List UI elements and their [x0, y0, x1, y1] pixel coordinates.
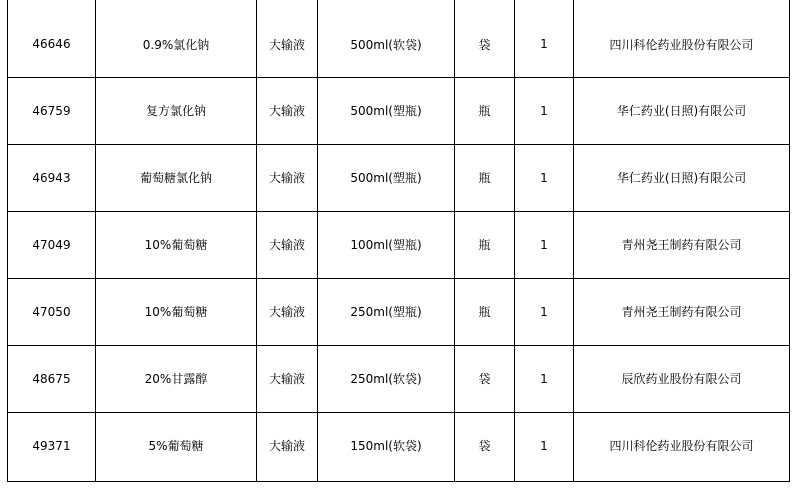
category-cell: 大输液: [257, 77, 318, 144]
quantity-cell: 1: [515, 345, 574, 412]
category-cell: 大输液: [257, 278, 318, 345]
manufacturer-cell: 辰欣药业股份有限公司: [574, 345, 790, 412]
manufacturer-cell: 华仁药业(日照)有限公司: [574, 77, 790, 144]
product-name-cell: 葡萄糖氯化钠: [96, 144, 257, 211]
category-cell: 大输液: [257, 211, 318, 278]
product-name-cell: 0.9%氯化钠: [96, 0, 257, 77]
product-code-cell: 46759: [8, 77, 96, 144]
product-name-cell: 10%葡萄糖: [96, 211, 257, 278]
specification-cell: 100ml(塑瓶): [318, 211, 455, 278]
specification-cell: 250ml(软袋): [318, 345, 455, 412]
manufacturer-cell: 华仁药业(日照)有限公司: [574, 144, 790, 211]
product-code-cell: 46943: [8, 144, 96, 211]
unit-cell: 瓶: [455, 211, 515, 278]
quantity-cell: 1: [515, 412, 574, 481]
quantity-cell: 1: [515, 278, 574, 345]
unit-cell: 瓶: [455, 278, 515, 345]
category-cell: 大输液: [257, 0, 318, 77]
unit-cell: 瓶: [455, 77, 515, 144]
specification-cell: 250ml(塑瓶): [318, 278, 455, 345]
manufacturer-cell: 青州尧王制药有限公司: [574, 211, 790, 278]
manufacturer-cell: 四川科伦药业股份有限公司: [574, 0, 790, 77]
product-code-cell: 47049: [8, 211, 96, 278]
unit-cell: 袋: [455, 0, 515, 77]
quantity-cell: 1: [515, 0, 574, 77]
specification-cell: 500ml(软袋): [318, 0, 455, 77]
product-code-cell: 46646: [8, 0, 96, 77]
table-row: [8, 345, 790, 412]
quantity-cell: 1: [515, 77, 574, 144]
product-name-cell: 10%葡萄糖: [96, 278, 257, 345]
table-row: [8, 77, 790, 144]
unit-cell: 瓶: [455, 144, 515, 211]
quantity-cell: 1: [515, 211, 574, 278]
product-code-cell: 47050: [8, 278, 96, 345]
table-row: [8, 278, 790, 345]
table-row: [8, 412, 790, 481]
product-name-cell: 20%甘露醇: [96, 345, 257, 412]
category-cell: 大输液: [257, 144, 318, 211]
category-cell: 大输液: [257, 412, 318, 481]
specification-cell: 500ml(塑瓶): [318, 144, 455, 211]
table-row: [8, 0, 790, 77]
product-name-cell: 复方氯化钠: [96, 77, 257, 144]
unit-cell: 袋: [455, 412, 515, 481]
product-code-cell: 49371: [8, 412, 96, 481]
manufacturer-cell: 四川科伦药业股份有限公司: [574, 412, 790, 481]
specification-cell: 150ml(软袋): [318, 412, 455, 481]
manufacturer-cell: 青州尧王制药有限公司: [574, 278, 790, 345]
product-code-cell: 48675: [8, 345, 96, 412]
category-cell: 大输液: [257, 345, 318, 412]
table-row: [8, 144, 790, 211]
product-name-cell: 5%葡萄糖: [96, 412, 257, 481]
unit-cell: 袋: [455, 345, 515, 412]
table-row: [8, 211, 790, 278]
specification-cell: 500ml(塑瓶): [318, 77, 455, 144]
drug-table: [7, 0, 790, 482]
quantity-cell: 1: [515, 144, 574, 211]
